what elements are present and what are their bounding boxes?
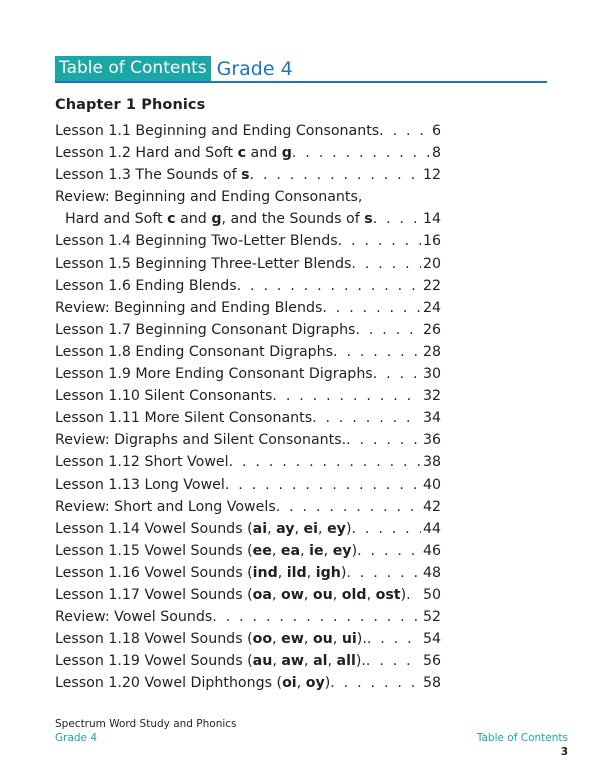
- toc-entry-bold-text: oo: [252, 631, 273, 648]
- toc-entry-text: ,: [277, 564, 287, 581]
- toc-entry-title: [55, 164, 250, 186]
- toc-entry-title: [55, 385, 272, 407]
- toc-entry-bold-text: oi: [282, 675, 297, 692]
- toc-entry-title: [55, 275, 237, 297]
- toc-page-number: 16: [422, 233, 441, 250]
- toc-entry-text: Review: Beginning and Ending Consonants,: [55, 189, 363, 206]
- toc-entry-title: [55, 297, 322, 319]
- toc-entry-text: ): [351, 542, 358, 559]
- toc-dot-leader: [272, 385, 421, 407]
- toc-page-number: 34: [422, 410, 441, 427]
- toc-entry-text: Lesson 1.11 More Silent Consonants: [55, 410, 313, 427]
- toc-entry-text: ,: [303, 586, 313, 603]
- toc-entry-bold-text: ey: [327, 520, 346, 537]
- toc-dot-leader: [333, 341, 421, 363]
- toc-entry-text: ,: [306, 564, 316, 581]
- toc-entry-bold-text: c: [167, 211, 176, 228]
- toc-entry-text: Lesson 1.12 Short Vowel: [55, 454, 229, 471]
- toc-dot-leader: [330, 672, 421, 694]
- toc-entry: [55, 562, 441, 584]
- toc-entry-text: ): [400, 586, 407, 603]
- section-label: Table of Contents: [55, 56, 211, 81]
- toc-entry: [55, 319, 441, 341]
- toc-entry-text: Lesson 1.7 Beginning Consonant Digraphs: [55, 321, 356, 338]
- toc-entry-title: [55, 407, 312, 429]
- toc-entry: [55, 496, 441, 518]
- toc-entry-title: [55, 363, 373, 385]
- footer-grade: Grade 4: [55, 732, 98, 744]
- toc-entry-text: ,: [332, 631, 342, 648]
- footer-book-title: Spectrum Word Study and Phonics: [55, 718, 237, 730]
- toc-entry-bold-text: ea: [280, 542, 301, 559]
- footer-section: Table of Contents: [476, 732, 568, 744]
- toc-dot-leader: [355, 319, 420, 341]
- toc-page-number: 8: [431, 145, 441, 162]
- toc-dot-leader: [237, 275, 421, 297]
- toc-entry-bold-text: old: [341, 586, 367, 603]
- toc-page-number: 56: [422, 653, 441, 670]
- toc-dot-leader: [225, 474, 421, 496]
- toc-entry-bold-text: ou: [312, 586, 333, 603]
- toc-entry-text: Lesson 1.4 Beginning Two-Letter Blends: [55, 233, 338, 250]
- toc-page-number: 54: [422, 631, 441, 648]
- toc-entry: [55, 474, 441, 496]
- toc-entry: [55, 672, 441, 694]
- toc-entry-title: [55, 650, 366, 672]
- toc-entry: [55, 186, 441, 208]
- toc-page-number: 32: [422, 388, 441, 405]
- toc-entry-title: [55, 186, 362, 208]
- toc-page-number: 12: [422, 167, 441, 184]
- toc-entry: [55, 606, 441, 628]
- toc-entry-bold-text: all: [336, 653, 356, 670]
- toc-entry-text: Lesson 1.20 Vowel Diphthongs (: [55, 675, 283, 692]
- toc-entry-text: ,: [272, 631, 282, 648]
- toc-entry-text: and: [246, 145, 282, 162]
- toc-page-number: 52: [422, 609, 441, 626]
- toc-page-number: 36: [422, 432, 441, 449]
- toc-entry: [55, 208, 441, 230]
- toc-entry-bold-text: ey: [332, 542, 352, 559]
- toc-entry: [55, 120, 441, 142]
- toc-dot-leader: [229, 451, 421, 473]
- toc-entry: [55, 385, 441, 407]
- toc-entry-text: ,: [267, 520, 277, 537]
- toc-entry-bold-text: ind: [252, 564, 278, 581]
- toc-entry: [55, 363, 441, 385]
- toc-entry-text: ,: [332, 586, 342, 603]
- toc-entry-title: [55, 540, 357, 562]
- toc-entry-text: Lesson 1.16 Vowel Sounds (: [55, 564, 253, 581]
- toc-dot-leader: [367, 628, 421, 650]
- toc-page-number: 20: [422, 255, 441, 272]
- toc-entry-text: and: [175, 211, 212, 228]
- toc-entry-bold-text: s: [241, 167, 250, 184]
- toc-entry-bold-text: ou: [312, 631, 333, 648]
- toc-page-number: 14: [422, 211, 441, 228]
- toc-dot-leader: [357, 540, 421, 562]
- toc-entry: [55, 297, 441, 319]
- toc-entry-text: Review: Beginning and Ending Blends: [55, 299, 323, 316]
- toc-entry: [55, 253, 441, 275]
- toc-entry-bold-text: s: [364, 211, 373, 228]
- toc-entry-bold-text: ew: [281, 631, 304, 648]
- toc-entry-bold-text: au: [252, 653, 273, 670]
- toc-entry: [55, 451, 441, 473]
- toc-entry-text: ,: [300, 542, 310, 559]
- toc-page-number: 50: [422, 586, 441, 603]
- toc-dot-leader: [373, 208, 421, 230]
- toc-entry: [55, 407, 441, 429]
- toc-entry-text: ).: [355, 653, 366, 670]
- toc-entry-text: ,: [318, 520, 328, 537]
- toc-entry: [55, 584, 441, 606]
- toc-entry-bold-text: aw: [281, 653, 305, 670]
- toc-entry-bold-text: oy: [305, 675, 325, 692]
- toc-entry-text: Lesson 1.14 Vowel Sounds (: [55, 520, 253, 537]
- toc-entry-title: [55, 606, 212, 628]
- toc-entry-text: Lesson 1.9 More Ending Consonant Digraphs: [55, 366, 373, 383]
- toc-entry-text: ): [340, 564, 347, 581]
- toc-page-number: 24: [422, 299, 441, 316]
- toc-entry-text: ,: [323, 542, 333, 559]
- toc-page-number: 30: [422, 366, 441, 383]
- toc-entry-bold-text: c: [237, 145, 247, 162]
- toc-entry-text: ,: [303, 631, 313, 648]
- toc-entry-text: Lesson 1.2 Hard and Soft: [55, 145, 238, 162]
- toc-dot-leader: [373, 363, 421, 385]
- toc-page-number: 6: [431, 123, 441, 139]
- toc-page-number: 42: [422, 498, 441, 515]
- toc-entry-text: ): [324, 675, 331, 692]
- toc-entry-text: Hard and Soft: [65, 211, 168, 228]
- page-header: [55, 56, 293, 81]
- toc-entry-text: ,: [366, 586, 376, 603]
- toc-entry-title: [55, 120, 379, 142]
- toc-entry-text: ,: [271, 586, 281, 603]
- toc-list: [55, 120, 441, 694]
- toc-entry-text: ): [345, 520, 352, 537]
- toc-entry-text: Review: Short and Long Vowels: [55, 498, 276, 515]
- toc-dot-leader: [250, 164, 421, 186]
- toc-entry-text: Lesson 1.8 Ending Consonant Digraphs: [55, 343, 334, 360]
- toc-entry: [55, 230, 441, 252]
- toc-entry-text: Review: Digraphs and Silent Consonants.: [55, 432, 347, 449]
- toc-entry: [55, 650, 441, 672]
- page-number: 3: [560, 746, 568, 758]
- toc-entry: [55, 142, 441, 164]
- toc-entry-title: [55, 451, 229, 473]
- toc-dot-leader: [322, 297, 421, 319]
- toc-entry-bold-text: al: [313, 653, 328, 670]
- toc-entry-bold-text: ow: [281, 586, 304, 603]
- toc-entry-text: Lesson 1.10 Silent Consonants: [55, 388, 273, 405]
- toc-dot-leader: [276, 496, 421, 518]
- toc-entry: [55, 628, 441, 650]
- toc-entry-title: [55, 253, 351, 275]
- toc-entry-bold-text: ui: [341, 631, 357, 648]
- toc-entry-title: [65, 208, 373, 230]
- toc-entry-bold-text: ost: [375, 586, 401, 603]
- toc-entry-bold-text: ay: [276, 520, 295, 537]
- header-rule: [55, 81, 547, 83]
- toc-entry-text: , and the Sounds of: [221, 211, 365, 228]
- toc-entry-text: Lesson 1.15 Vowel Sounds (: [55, 542, 253, 559]
- toc-page-number: 26: [422, 321, 441, 338]
- toc-entry: [55, 518, 441, 540]
- toc-entry-title: [55, 319, 355, 341]
- toc-entry-bold-text: igh: [315, 564, 341, 581]
- toc-entry-title: [55, 142, 292, 164]
- toc-entry-title: [55, 474, 225, 496]
- toc-page-number: 38: [422, 454, 441, 471]
- toc-dot-leader: [406, 584, 421, 606]
- toc-page-number: 40: [422, 476, 441, 493]
- toc-entry-text: ,: [294, 520, 304, 537]
- toc-page-number: 28: [422, 343, 441, 360]
- toc-dot-leader: [292, 142, 430, 164]
- toc-entry-bold-text: ee: [252, 542, 272, 559]
- toc-entry-text: Lesson 1.1 Beginning and Ending Consonants: [55, 123, 380, 139]
- toc-entry: [55, 164, 441, 186]
- toc-entry-text: ,: [271, 542, 281, 559]
- toc-entry-title: [55, 341, 333, 363]
- toc-entry-title: [55, 584, 406, 606]
- toc-entry-title: [55, 562, 346, 584]
- toc-entry: [55, 341, 441, 363]
- toc-page-number: 46: [422, 542, 441, 559]
- toc-dot-leader: [379, 120, 430, 142]
- toc-entry: [55, 429, 441, 451]
- toc-entry-text: ,: [296, 675, 306, 692]
- toc-entry-text: Lesson 1.3 The Sounds of: [55, 167, 242, 184]
- toc-entry-text: Review: Vowel Sounds: [55, 609, 213, 626]
- toc-page-number: 22: [422, 277, 441, 294]
- toc-page-number: 58: [422, 675, 441, 692]
- toc-entry-bold-text: g: [211, 211, 222, 228]
- toc-dot-leader: [338, 230, 421, 252]
- toc-entry-bold-text: ild: [286, 564, 307, 581]
- toc-dot-leader: [366, 650, 421, 672]
- toc-entry-text: ,: [272, 653, 282, 670]
- toc-entry-text: ).: [356, 631, 367, 648]
- toc-entry: [55, 540, 441, 562]
- toc-entry-text: ,: [304, 653, 314, 670]
- toc-entry-text: Lesson 1.13 Long Vowel: [55, 476, 225, 493]
- toc-entry-bold-text: oa: [252, 586, 272, 603]
- toc-entry-bold-text: g: [281, 145, 292, 162]
- toc-entry-title: [55, 429, 346, 451]
- toc-dot-leader: [312, 407, 421, 429]
- toc-dot-leader: [212, 606, 421, 628]
- toc-page-number: 44: [422, 520, 441, 537]
- toc-entry-text: ,: [327, 653, 337, 670]
- toc-entry: [55, 275, 441, 297]
- toc-entry-text: Lesson 1.19 Vowel Sounds (: [55, 653, 253, 670]
- toc-page-number: 48: [422, 564, 441, 581]
- toc-dot-leader: [351, 518, 420, 540]
- toc-entry-title: [55, 230, 338, 252]
- toc-entry-text: Lesson 1.5 Beginning Three-Letter Blends: [55, 255, 352, 272]
- toc-entry-title: [55, 518, 351, 540]
- toc-dot-leader: [346, 429, 421, 451]
- toc-dot-leader: [346, 562, 421, 584]
- chapter-title: Chapter 1 Phonics: [55, 97, 206, 113]
- toc-entry-bold-text: ai: [252, 520, 268, 537]
- toc-entry-bold-text: ie: [309, 542, 324, 559]
- toc-entry-title: [55, 496, 276, 518]
- toc-entry-bold-text: ei: [303, 520, 319, 537]
- toc-entry-title: [55, 628, 367, 650]
- toc-dot-leader: [351, 253, 421, 275]
- toc-entry-title: [55, 672, 330, 694]
- toc-entry-text: Lesson 1.18 Vowel Sounds (: [55, 631, 253, 648]
- grade-label: Grade 4: [216, 57, 293, 80]
- toc-entry-text: Lesson 1.17 Vowel Sounds (: [55, 586, 253, 603]
- toc-entry-text: Lesson 1.6 Ending Blends: [55, 277, 237, 294]
